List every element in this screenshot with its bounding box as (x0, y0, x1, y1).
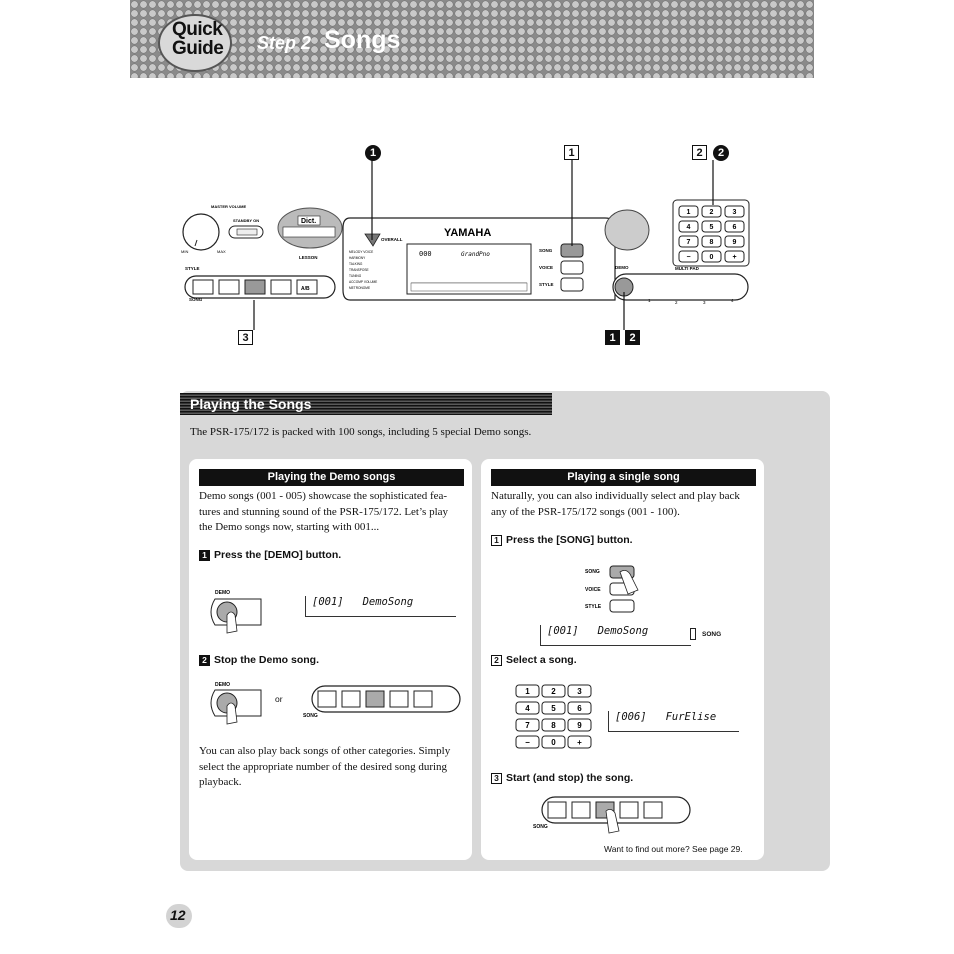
marker-2-box: 2 (692, 145, 707, 160)
func-item: HARMONY (349, 256, 366, 260)
keypad-key-label: 0 (709, 253, 714, 261)
see-page-link[interactable]: Want to find out more? See page 29. (604, 844, 743, 854)
para-line: tures and stunning sound of the PSR-175/172. Let’s play (199, 505, 449, 518)
func-item: ACCOMP VOLUME (349, 280, 378, 284)
step-label: Step 2 (257, 33, 312, 53)
page-title: Songs (324, 26, 401, 54)
song-voice-style-illustration (578, 562, 653, 614)
step-marker: 2 (491, 655, 502, 666)
or-label: or (275, 694, 283, 704)
keypad-key-label: 3 (577, 686, 582, 696)
standby-label: STANDBY ON (233, 218, 260, 223)
demo-button-illustration (205, 585, 275, 635)
start-stop-button[interactable] (366, 691, 384, 707)
single-lcd-1 (540, 625, 691, 646)
song-btn[interactable] (318, 691, 336, 707)
step-marker: 1 (491, 535, 502, 546)
marker-2: 2 (713, 145, 729, 161)
multi-pad-label: MULTI PAD (675, 266, 699, 271)
lcd-song-name: DemoSong (597, 625, 649, 637)
para-line: the Demo songs now, starting with 001... (199, 521, 380, 533)
para-line: You can also play back songs of other categories. Simply (199, 745, 451, 757)
func-item: TUNING (349, 274, 362, 278)
keypad-key-label: 5 (709, 223, 714, 231)
voice-button-label: VOICE (539, 265, 554, 270)
voice-btn-label: VOICE (585, 587, 601, 593)
song-btn[interactable] (620, 802, 638, 818)
single-step-3 (491, 772, 633, 784)
brand-logo: YAMAHA (444, 227, 492, 239)
ab-label: A/B (301, 286, 310, 292)
song-label: SONG (303, 713, 318, 719)
lcd-indicator (690, 628, 696, 640)
lcd-song-tag: SONG (702, 631, 722, 638)
volume-min-label: MIN (181, 249, 189, 254)
song-row-label: SONG (189, 297, 203, 302)
marker-3-box: 3 (238, 330, 253, 345)
pad-num: 4 (731, 298, 734, 303)
page-number: 12 (170, 907, 186, 923)
song-btn-label: SONG (585, 569, 600, 575)
lcd-song-name: FurElise (665, 711, 717, 723)
keypad-key-label: 5 (551, 703, 556, 713)
step-text: Stop the Demo song. (214, 654, 319, 666)
lcd-number: 000 (419, 250, 432, 258)
demo-card-heading: Playing the Demo songs (199, 469, 464, 486)
ab-button[interactable] (414, 691, 432, 707)
step-marker: 3 (491, 773, 502, 784)
ab-button[interactable] (644, 802, 662, 818)
lcd-number: [001] (312, 596, 344, 608)
demo-label: DEMO (215, 590, 230, 596)
demo-button-label: DEMO (615, 265, 629, 270)
demo-step-2 (199, 654, 319, 666)
badge-line-2: Guide (172, 38, 224, 59)
section-title: Playing the Songs (190, 396, 312, 412)
keypad-key-label: 3 (732, 208, 737, 216)
song-btn[interactable] (548, 802, 566, 818)
demo-button-illustration-2 (205, 680, 275, 730)
para-line: any of the PSR-175/172 songs (001 - 100). (491, 505, 680, 518)
keypad-key-label: 8 (709, 238, 714, 246)
keypad-key-label: 6 (577, 703, 582, 713)
keypad-key-label: 4 (525, 703, 530, 713)
pad-num: 3 (703, 300, 706, 305)
step-marker: 1 (199, 550, 210, 561)
overall-label: OVERALL (381, 237, 403, 242)
keypad-key-label: 0 (551, 737, 556, 747)
song-btn[interactable] (572, 802, 590, 818)
keypad-key-label: 9 (732, 238, 737, 246)
song-btn[interactable] (390, 691, 408, 707)
single-step-2 (491, 654, 577, 666)
keypad-key-label: 4 (686, 223, 691, 231)
keypad-key-label: 1 (525, 686, 530, 696)
style-button[interactable] (610, 600, 634, 612)
keypad-small-keys (516, 685, 591, 748)
dict-label: Dict. (301, 218, 317, 225)
marker-bottom-1: 1 (605, 330, 620, 345)
demo-card-paragraph-2 (199, 744, 469, 791)
lesson-label: LESSON (299, 255, 318, 260)
single-card-paragraph (491, 489, 761, 520)
keypad-key-label: 2 (551, 686, 556, 696)
song-label: SONG (533, 824, 548, 830)
single-step-1 (491, 534, 633, 546)
keypad-key-label: − (525, 737, 530, 747)
marker-1: 1 (365, 145, 381, 161)
keypad-key-label: 2 (709, 208, 714, 216)
para-line: select the appropriate number of the desired song during (199, 760, 448, 773)
marker-1-box: 1 (564, 145, 579, 160)
keypad-illustration (512, 682, 597, 754)
keypad-key-label: 8 (551, 720, 556, 730)
func-item: TRANSPOSE (349, 268, 369, 272)
section-intro: The PSR-175/172 is packed with 100 songs, including 5 special Demo songs. (190, 426, 532, 438)
pad-num: 1 (648, 298, 651, 303)
step-marker: 2 (199, 655, 210, 666)
song-bar-illustration (300, 684, 465, 726)
demo-card-paragraph (199, 489, 469, 536)
para-line: playback. (199, 776, 242, 788)
step-text: Press the [DEMO] button. (214, 549, 342, 561)
marker-bottom-2: 2 (625, 330, 640, 345)
keypad-key-label: 1 (686, 208, 691, 216)
badge-line-1: Quick (172, 19, 223, 40)
style-btn-label: STYLE (585, 604, 602, 610)
demo-label: DEMO (215, 682, 230, 688)
style-row-label: STYLE (185, 266, 200, 271)
func-item: MELODY VOICE (349, 250, 374, 254)
style-button-label: STYLE (539, 282, 554, 287)
pad-num: 2 (675, 300, 678, 305)
demo-step-1 (199, 549, 341, 561)
keypad-key-label: − (686, 253, 691, 261)
keypad-key-label: + (577, 737, 582, 747)
song-bar-illustration-2 (530, 795, 695, 837)
master-volume-label: MASTER VOLUME (211, 204, 247, 209)
demo-lcd (305, 596, 456, 617)
song-button-label: SONG (539, 248, 553, 253)
song-btn[interactable] (342, 691, 360, 707)
single-card-heading: Playing a single song (491, 469, 756, 486)
func-item: TALKING (349, 262, 363, 266)
callout-lines (0, 0, 954, 400)
keypad-key-label: 7 (686, 238, 691, 246)
para-line: Naturally, you can also individually select and play back (491, 490, 740, 502)
lcd-number: [006] (615, 711, 647, 723)
func-item: METRONOME (349, 286, 371, 290)
para-line: Demo songs (001 - 005) showcase the sophisticated fea- (199, 490, 448, 502)
lcd-voice-name: GrandPno (461, 251, 490, 258)
keypad-key-label: + (732, 253, 737, 261)
lcd-song-name: DemoSong (362, 596, 414, 608)
lcd-number: [001] (547, 625, 579, 637)
volume-max-label: MAX (217, 249, 226, 254)
keypad-key-label: 9 (577, 720, 582, 730)
step-text: Start (and stop) the song. (506, 772, 634, 784)
keypad-key-label: 6 (732, 223, 737, 231)
keypad-key-label: 7 (525, 720, 530, 730)
step-text: Select a song. (506, 654, 577, 666)
single-lcd-2 (608, 711, 739, 732)
step-text: Press the [SONG] button. (506, 534, 633, 546)
